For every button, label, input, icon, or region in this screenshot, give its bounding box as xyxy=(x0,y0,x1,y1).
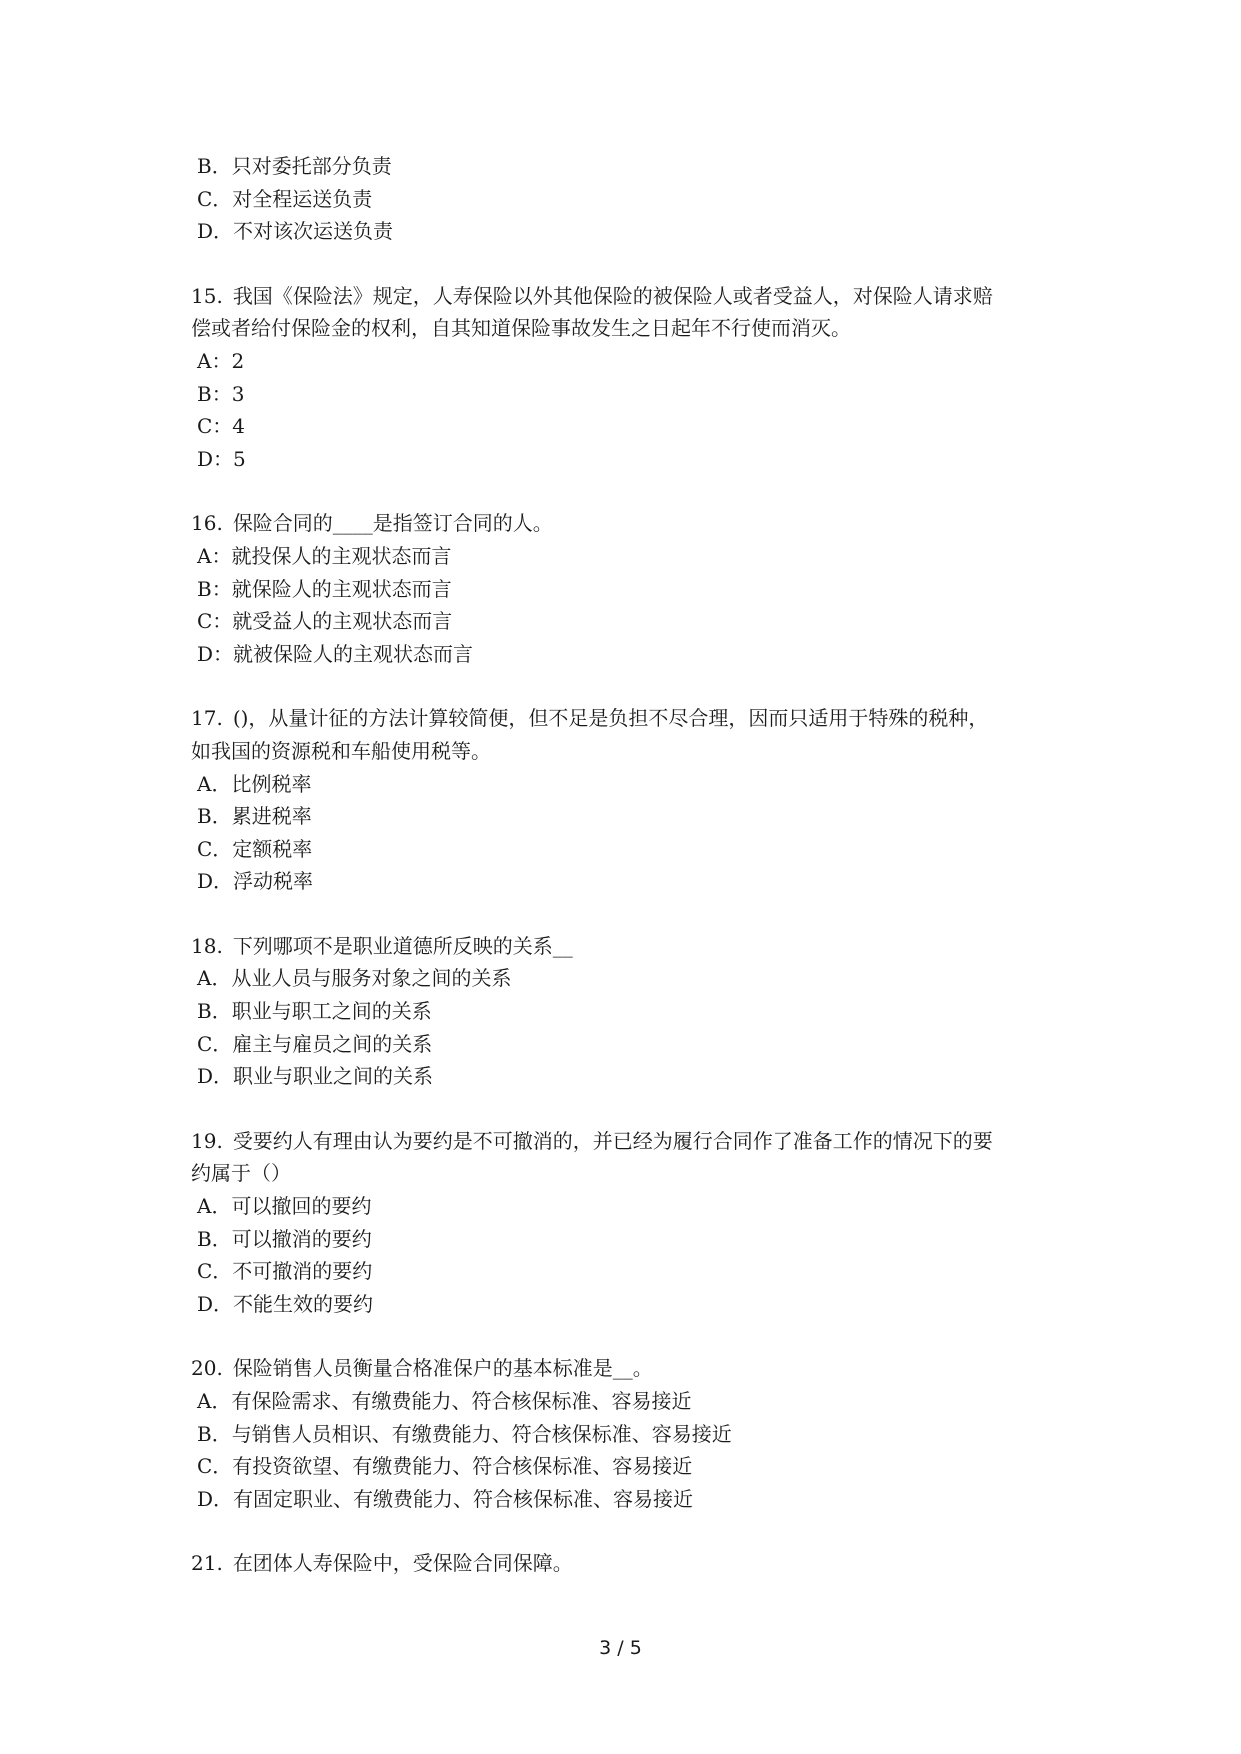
question-number: 17. xyxy=(191,706,223,731)
question-number: 15. xyxy=(191,283,223,308)
question-number: 16. xyxy=(191,511,223,536)
question-stem-text: 保险合同的____是指签订合同的人。 xyxy=(232,511,553,536)
question-block xyxy=(191,1547,1071,1580)
question-stem-text: 如我国的资源税和车船使用税等。 xyxy=(191,738,491,763)
question-stem-line xyxy=(191,312,1071,345)
answer-option: B：3 xyxy=(197,381,245,406)
answer-option: C：4 xyxy=(197,414,246,439)
question-number: 21. xyxy=(191,1551,223,1576)
question-stem-line xyxy=(191,280,1071,313)
question-block xyxy=(191,150,1071,248)
question-block xyxy=(191,1352,1071,1515)
answer-option: A．从业人员与服务对象之间的关系 xyxy=(197,966,512,991)
answer-option: A．有保险需求、有缴费能力、符合核保标准、容易接近 xyxy=(197,1389,692,1413)
answer-option: D．有固定职业、有缴费能力、符合核保标准、容易接近 xyxy=(197,1486,694,1511)
answer-option: D．不能生效的要约 xyxy=(197,1291,374,1316)
question-stem-text: 下列哪项不是职业道德所反映的关系__ xyxy=(232,933,573,958)
question-block xyxy=(191,507,1071,670)
answer-option: B．累进税率 xyxy=(197,804,312,829)
question-number: 19. xyxy=(191,1128,223,1153)
answer-option: A．比例税率 xyxy=(197,771,312,796)
answer-option: C．不可撤消的要约 xyxy=(197,1259,373,1284)
answer-option: D．不对该次运送负责 xyxy=(197,219,394,244)
question-block xyxy=(191,702,1071,898)
page-number: 3 / 5 xyxy=(599,1637,642,1659)
answer-option: D：5 xyxy=(197,446,246,471)
question-stem-line xyxy=(191,930,1071,963)
answer-option: C．雇主与雇员之间的关系 xyxy=(197,1031,433,1056)
question-stem-text: 偿或者给付保险金的权利，自其知道保险事故发生之日起年不行使而消灭。 xyxy=(191,316,851,341)
question-block xyxy=(191,1125,1071,1321)
answer-option: A：2 xyxy=(197,348,245,373)
question-number: 20. xyxy=(191,1356,223,1381)
question-number: 18. xyxy=(191,933,223,958)
question-stem-text: 受要约人有理由认为要约是不可撤消的，并已经为履行合同作了准备工作的情况下的要 xyxy=(232,1128,993,1153)
answer-option: C．有投资欲望、有缴费能力、符合核保标准、容易接近 xyxy=(197,1454,693,1479)
answer-option: B．只对委托部分负责 xyxy=(197,154,392,178)
answer-option: C．对全程运送负责 xyxy=(197,186,373,211)
answer-option: B．与销售人员相识、有缴费能力、符合核保标准、容易接近 xyxy=(197,1421,732,1446)
question-stem-line xyxy=(191,735,1071,768)
question-block xyxy=(191,280,1071,476)
question-stem-line xyxy=(191,507,1071,540)
answer-option: B．可以撤消的要约 xyxy=(197,1226,372,1251)
answer-option: B．职业与职工之间的关系 xyxy=(197,999,432,1024)
question-stem-text: 保险销售人员衡量合格准保户的基本标准是__。 xyxy=(232,1356,653,1381)
answer-option: C．定额税率 xyxy=(197,836,313,861)
question-stem-text: ()，从量计征的方法计算较简便，但不足是负担不尽合理，因而只适用于特殊的税种， xyxy=(232,706,989,731)
question-stem-line xyxy=(191,1125,1071,1158)
question-stem-line xyxy=(191,1547,1071,1580)
question-stem-text: 约属于（） xyxy=(191,1161,291,1186)
answer-option: A．可以撤回的要约 xyxy=(197,1194,372,1219)
question-stem-text: 在团体人寿保险中，受保险合同保障。 xyxy=(232,1551,573,1576)
answer-option: A：就投保人的主观状态而言 xyxy=(197,543,452,568)
question-stem-line xyxy=(191,1157,1071,1190)
answer-option: C：就受益人的主观状态而言 xyxy=(197,609,453,634)
question-stem-line xyxy=(191,702,1071,735)
answer-option: D．职业与职业之间的关系 xyxy=(197,1064,434,1089)
question-stem-text: 我国《保险法》规定，人寿保险以外其他保险的被保险人或者受益人，对保险人请求赔 xyxy=(232,283,993,308)
answer-option: B：就保险人的主观状态而言 xyxy=(197,576,452,601)
question-stem-line xyxy=(191,1352,1071,1385)
answer-option: D：就被保险人的主观状态而言 xyxy=(197,641,474,666)
question-list xyxy=(191,150,1071,1612)
question-block xyxy=(191,930,1071,1093)
answer-option: D．浮动税率 xyxy=(197,869,314,894)
